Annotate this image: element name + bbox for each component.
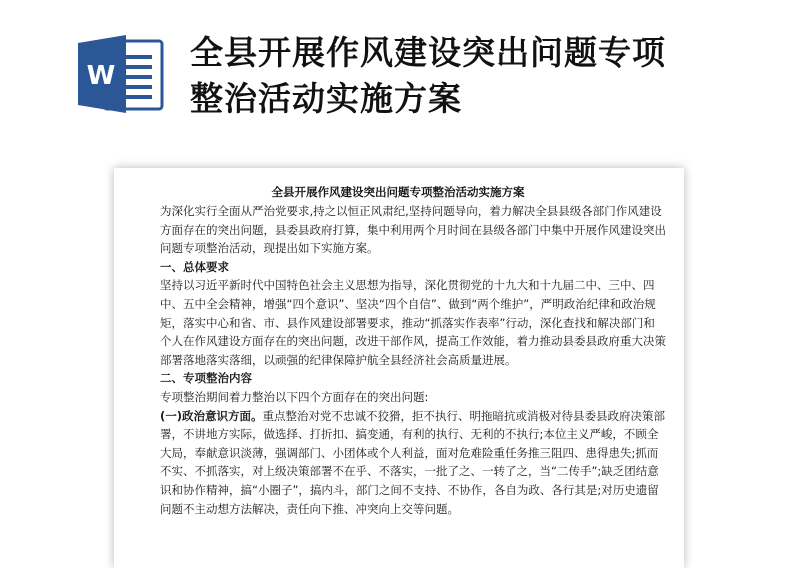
document-heading: 全县开展作风建设突出问题专项整治活动实施方案 bbox=[271, 185, 525, 199]
section1-title: 一、总体要求 bbox=[160, 259, 229, 274]
banner-title-line1: 全县开展作风建设突出问题专项 bbox=[190, 33, 666, 72]
banner-title-line2: 整治活动实施方案 bbox=[190, 79, 462, 118]
item1-label: (一)政治意识方面。 bbox=[160, 408, 263, 423]
item1-text: 重点整治对党不忠诚不狡猾，拒不执行、明拖暗抗或消极对待县委县政府决策部署，不讲地方实际，做选择、打折扣、搞变通，有利的执行、无利的不执行;本位主义严峻，不顾全大局，奉献意识淡薄，强调部门、小团体或个人利益，面对危难险重任务推三阻四、患得患失;抓而不实、不抓落实，对上级决策部署不在乎、不落实，一批了之、一转了之，当“二传手”;缺乏团结意识和协作精神，搞“小圈子”，搞内斗，部门之间不支持、不协作，各自为政、各行其是;对历史遗留问题不主动想方法解决，责任向下推、冲突向上交等问题。 bbox=[160, 408, 666, 516]
banner bbox=[0, 0, 800, 150]
section1-paragraph: 坚持以习近平新时代中国特色社会主义思想为指导，深化贯彻党的十九大和十九届二中、三中、四中、五中全会精神，增强“四个意识”、坚决“四个自信”、做到“两个维护”，严明政治纪律和政治规矩，落实中心和省、市、县作风建设部署要求，推动“抓落实作表率”行动，深化查找和解决部门和个人在作风建设方面存在的突出问题，改进干部作风，提高工作效能，着力推动县委县政府重大决策部署落地落实落细，以顽强的纪律保障护航全县经济社会高质量进展。 bbox=[160, 278, 666, 367]
document-page bbox=[114, 168, 684, 568]
document-body bbox=[160, 202, 666, 518]
item1-paragraph bbox=[160, 407, 666, 519]
section2-intro: 专项整治期间着力整治以下四个方面存在的突出问题: bbox=[160, 389, 429, 404]
word-document-icon bbox=[74, 33, 166, 115]
intro-paragraph: 为深化实行全面从严治党要求,持之以恒正风肃纪,坚持问题导向，着力解决全县县级各部门作风建设方面存在的突出问题，县委县政府打算，集中利用两个月时间在县级各部门中集中开展作风建设突出问题专项整治活动，现提出如下实施方案。 bbox=[160, 204, 666, 256]
banner-title bbox=[190, 30, 790, 122]
section2-title: 二、专项整治内容 bbox=[160, 371, 252, 386]
svg-text:W: W bbox=[86, 61, 116, 91]
